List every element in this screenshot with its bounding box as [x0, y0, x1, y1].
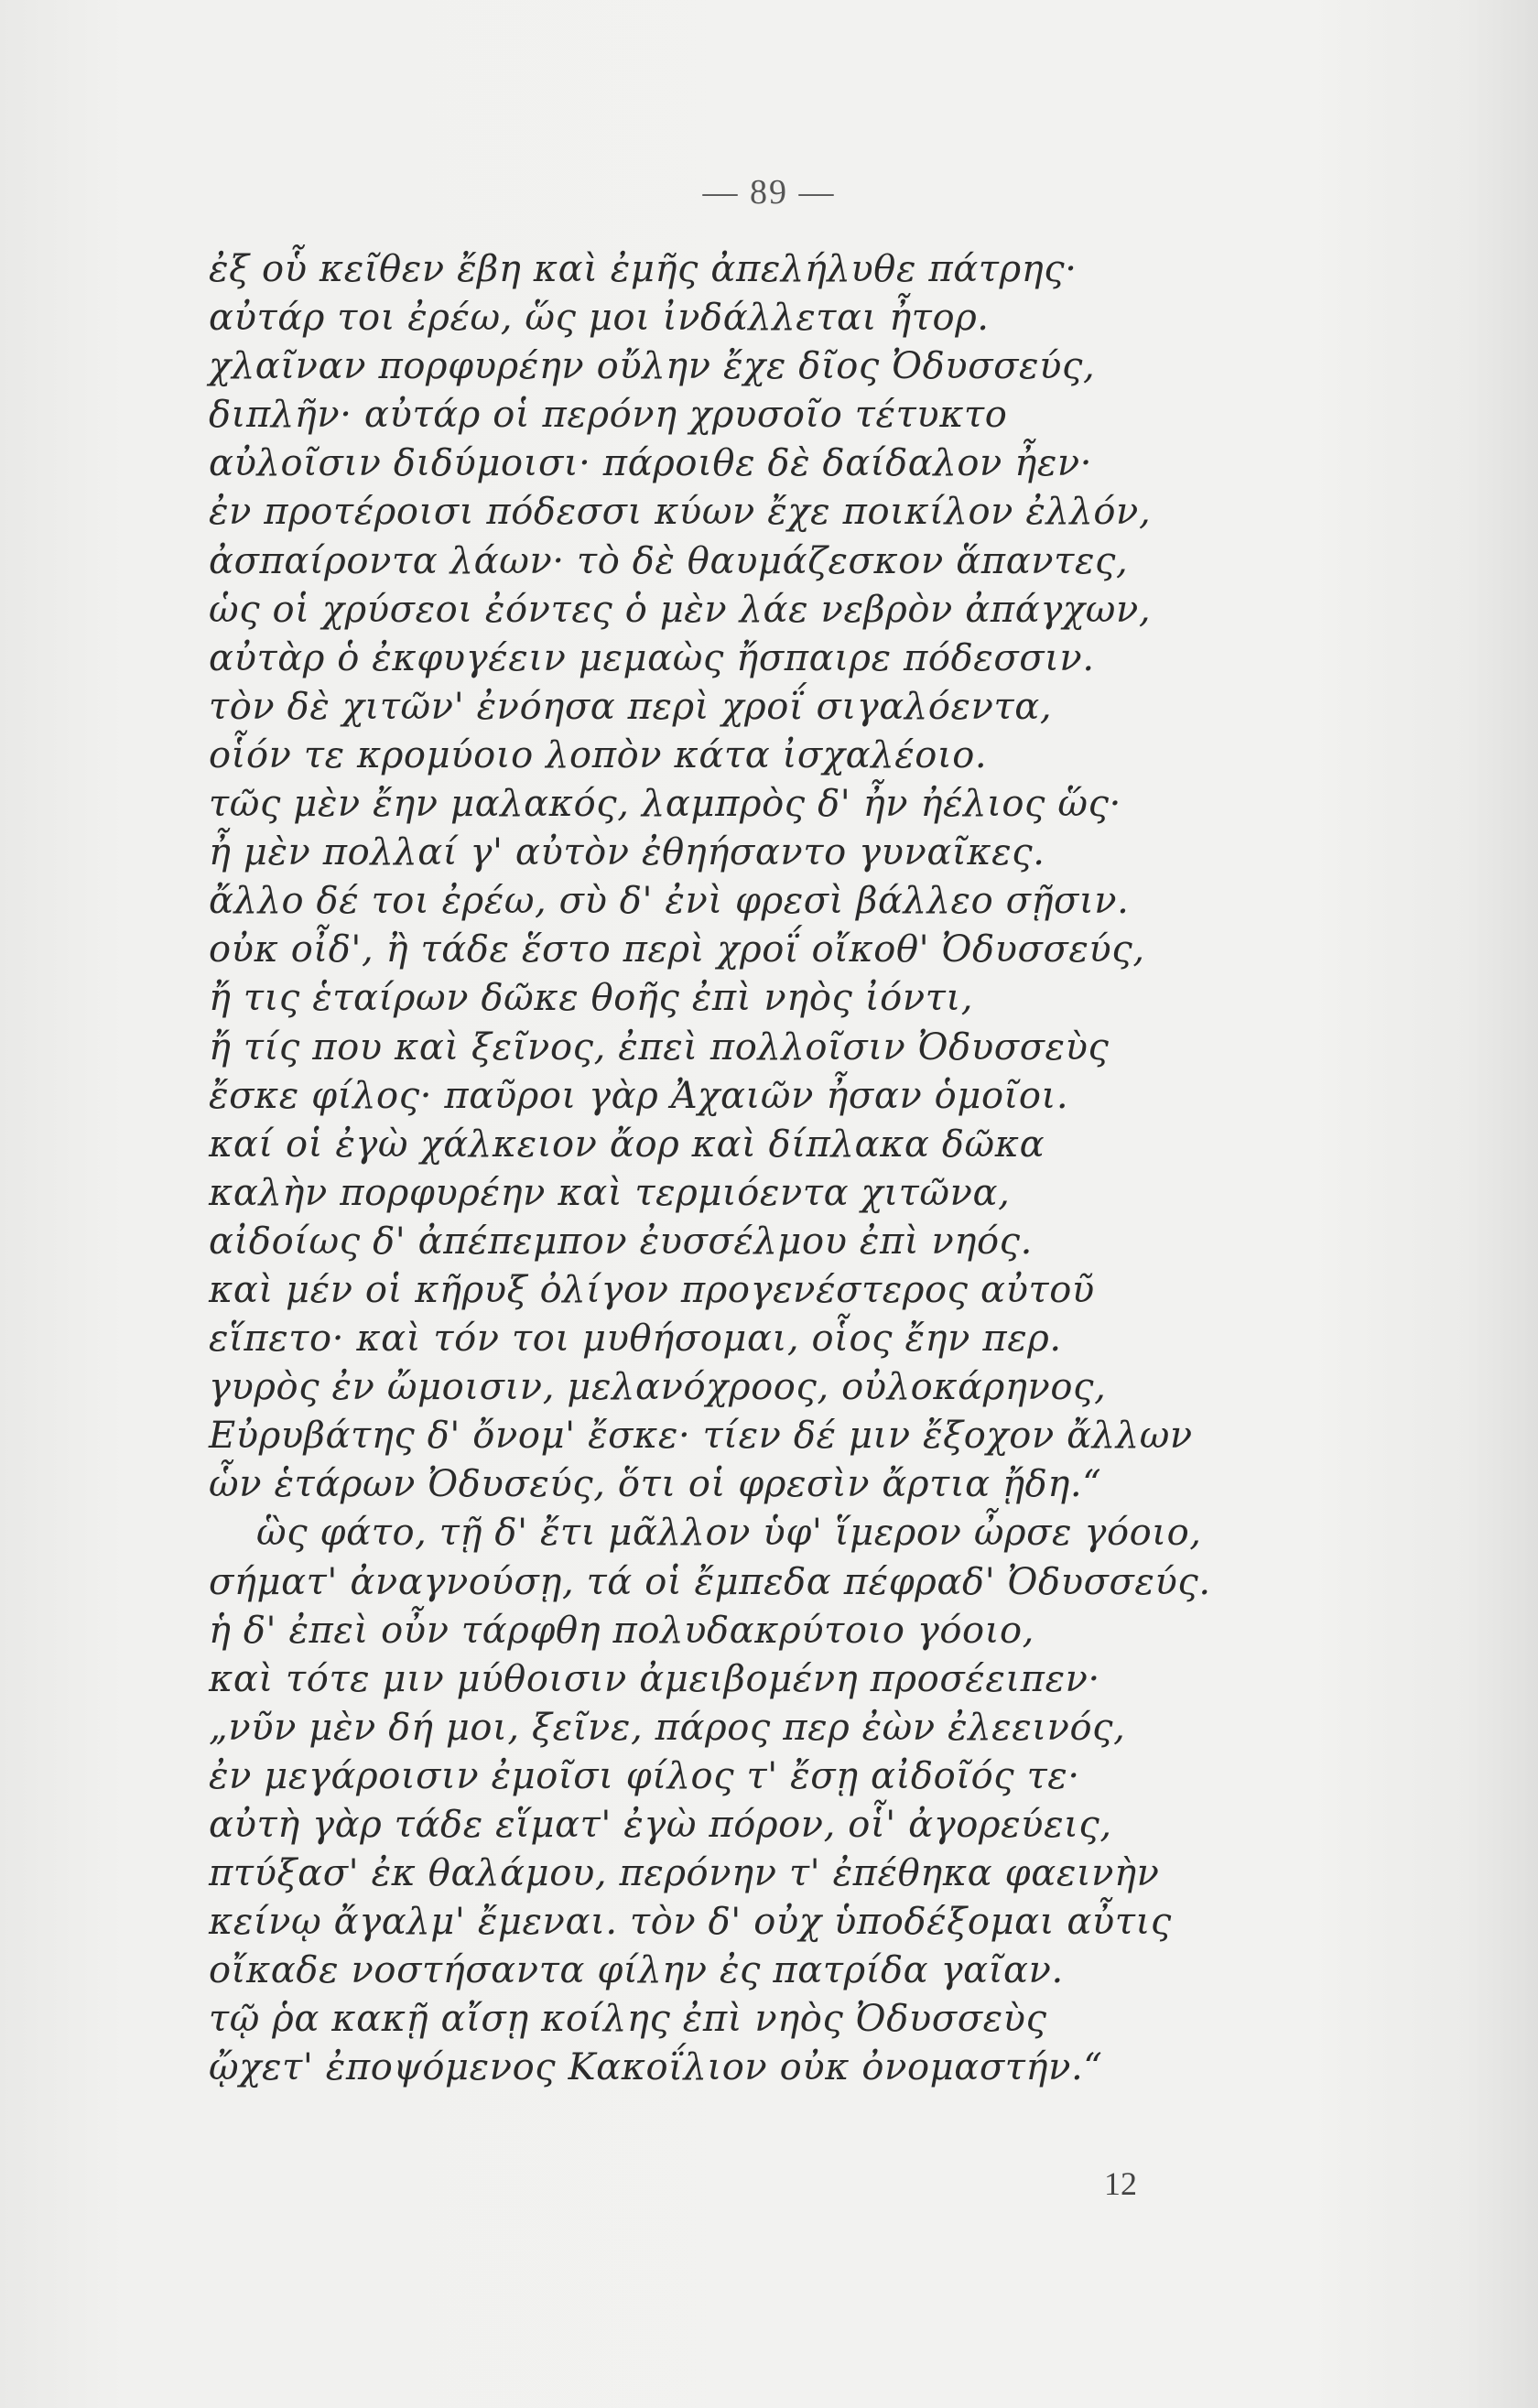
verse-line: οὐκ οἶδ', ἢ τάδε ἕστο περὶ χροΐ οἴκοθ' Ὀδυσσεύς, [209, 928, 1145, 971]
verse-line: καί οἱ ἐγὼ χάλκειον ἄορ καὶ δίπλακα δῶκα [209, 1123, 1045, 1166]
verse-line: γυρὸς ἐν ὤμοισιν, μελανόχροος, οὐλοκάρηνος, [209, 1366, 1107, 1409]
verse-line: αὐλοῖσιν διδύμοισι· πάροιθε δὲ δαίδαλον ἦεν· [209, 442, 1093, 485]
verse-line: χλαῖναν πορφυρέην οὔλην ἔχε δῖος Ὀδυσσεύς, [209, 345, 1096, 388]
verse-line: καλὴν πορφυρέην καὶ τερμιόεντα χιτῶνα, [209, 1171, 1011, 1214]
verse-line: καὶ μέν οἱ κῆρυξ ὀλίγον προγενέστερος αὐτοῦ [209, 1268, 1095, 1311]
verse-line: ᾤχετ' ἐποψόμενος Κακοΐλιον οὐκ ὀνομαστήν.“ [209, 2046, 1103, 2089]
verse-line: ἤ τις ἑταίρων δῶκε θοῆς ἐπὶ νηὸς ἰόντι, [209, 977, 974, 1020]
verse-line: ἤ τίς που καὶ ξεῖνος, ἐπεὶ πολλοῖσιν Ὀδυσσεὺς [209, 1025, 1110, 1068]
signature-mark: 12 [1104, 2165, 1137, 2202]
verse-line: ἐν προτέροισι πόδεσσι κύων ἔχε ποικίλον ἐλλόν, [209, 491, 1152, 534]
verse-line: κείνῳ ἄγαλμ' ἔμεναι. τὸν δ' οὐχ ὑποδέξομαι αὖτις [209, 1901, 1172, 1944]
verse-line: ἦ μὲν πολλαί γ' αὐτὸν ἐθηήσαντο γυναῖκες. [209, 831, 1045, 874]
verse-line: πτύξασ' ἐκ θαλάμου, περόνην τ' ἐπέθηκα φαεινὴν [209, 1852, 1160, 1895]
verse-line: ἄλλο δέ τοι ἐρέω, σὺ δ' ἐνὶ φρεσὶ βάλλεο σῇσιν. [209, 880, 1130, 923]
verse-line: Εὐρυβάτης δ' ὄνομ' ἔσκε· τίεν δέ μιν ἔξοχον ἄλλων [209, 1415, 1193, 1458]
verse-line: καὶ τότε μιν μύθοισιν ἀμειβομένη προσέειπεν· [209, 1657, 1100, 1700]
verse-line: αὐτὰρ ὁ ἐκφυγέειν μεμαὼς ἤσπαιρε πόδεσσιν. [209, 636, 1095, 679]
verse-line: σήματ' ἀναγνούσῃ, τά οἱ ἔμπεδα πέφραδ' Ὀδυσσεύς. [209, 1560, 1211, 1603]
page-edge-shadow [1465, 0, 1538, 2408]
verse-line: „νῦν μὲν δή μοι, ξεῖνε, πάρος περ ἐὼν ἐλεεινός, [209, 1706, 1126, 1749]
verse-line: διπλῆν· αὐτάρ οἱ περόνη χρυσοῖο τέτυκτο [209, 394, 1008, 437]
verse-line: οἷόν τε κρομύοιο λοπὸν κάτα ἰσχαλέοιο. [209, 733, 988, 776]
verse-line: εἵπετο· καὶ τόν τοι μυθήσομαι, οἷος ἔην περ. [209, 1318, 1062, 1361]
verse-line: αἰδοίως δ' ἀπέπεμπον ἐυσσέλμου ἐπὶ νηός. [209, 1220, 1033, 1263]
verse-line: αὐτὴ γὰρ τάδε εἵματ' ἐγὼ πόρον, οἷ' ἀγορεύεις, [209, 1804, 1112, 1846]
verse-line: ὡς οἱ χρύσεοι ἐόντες ὁ μὲν λάε νεβρὸν ἀπάγχων, [209, 588, 1152, 631]
verse-line: αὐτάρ τοι ἐρέω, ὥς μοι ἰνδάλλεται ἦτορ. [209, 297, 990, 340]
page-number: — 89 — [702, 173, 836, 212]
verse-line: τῷ ῥα κακῇ αἴσῃ κοίλης ἐπὶ νηὸς Ὀδυσσεὺς [209, 1998, 1047, 2041]
verse-line: ἡ δ' ἐπεὶ οὖν τάρφθη πολυδακρύτοιο γόοιο, [209, 1609, 1034, 1652]
verse-line: τὸν δὲ χιτῶν' ἐνόησα περὶ χροΐ σιγαλόεντα, [209, 685, 1053, 728]
verse-line: ἐξ οὗ κεῖθεν ἔβη καὶ ἐμῆς ἀπελήλυθε πάτρης· [209, 248, 1078, 290]
verse-line: ὧν ἑτάρων Ὀδυσεύς, ὅτι οἱ φρεσὶν ἄρτια ᾔδη.“ [209, 1463, 1102, 1506]
verse-line: ἀσπαίροντα λάων· τὸ δὲ θαυμάζεσκον ἅπαντες, [209, 539, 1129, 582]
verse-block [209, 245, 1234, 2093]
verse-line: ἐν μεγάροισιν ἐμοῖσι φίλος τ' ἔσῃ αἰδοῖός τε· [209, 1754, 1080, 1797]
verse-line: τῶς μὲν ἔην μαλακός, λαμπρὸς δ' ἦν ἠέλιος ὥς· [209, 783, 1121, 826]
verse-line: ὣς φάτο, τῇ δ' ἔτι μᾶλλον ὑφ' ἵμερον ὦρσε γόοιο, [256, 1512, 1202, 1555]
verse-line: ἔσκε φίλος· παῦροι γὰρ Ἀχαιῶν ἦσαν ὁμοῖοι. [209, 1074, 1069, 1117]
verse-line: οἴκαδε νοστήσαντα φίλην ἐς πατρίδα γαῖαν. [209, 1949, 1064, 1992]
